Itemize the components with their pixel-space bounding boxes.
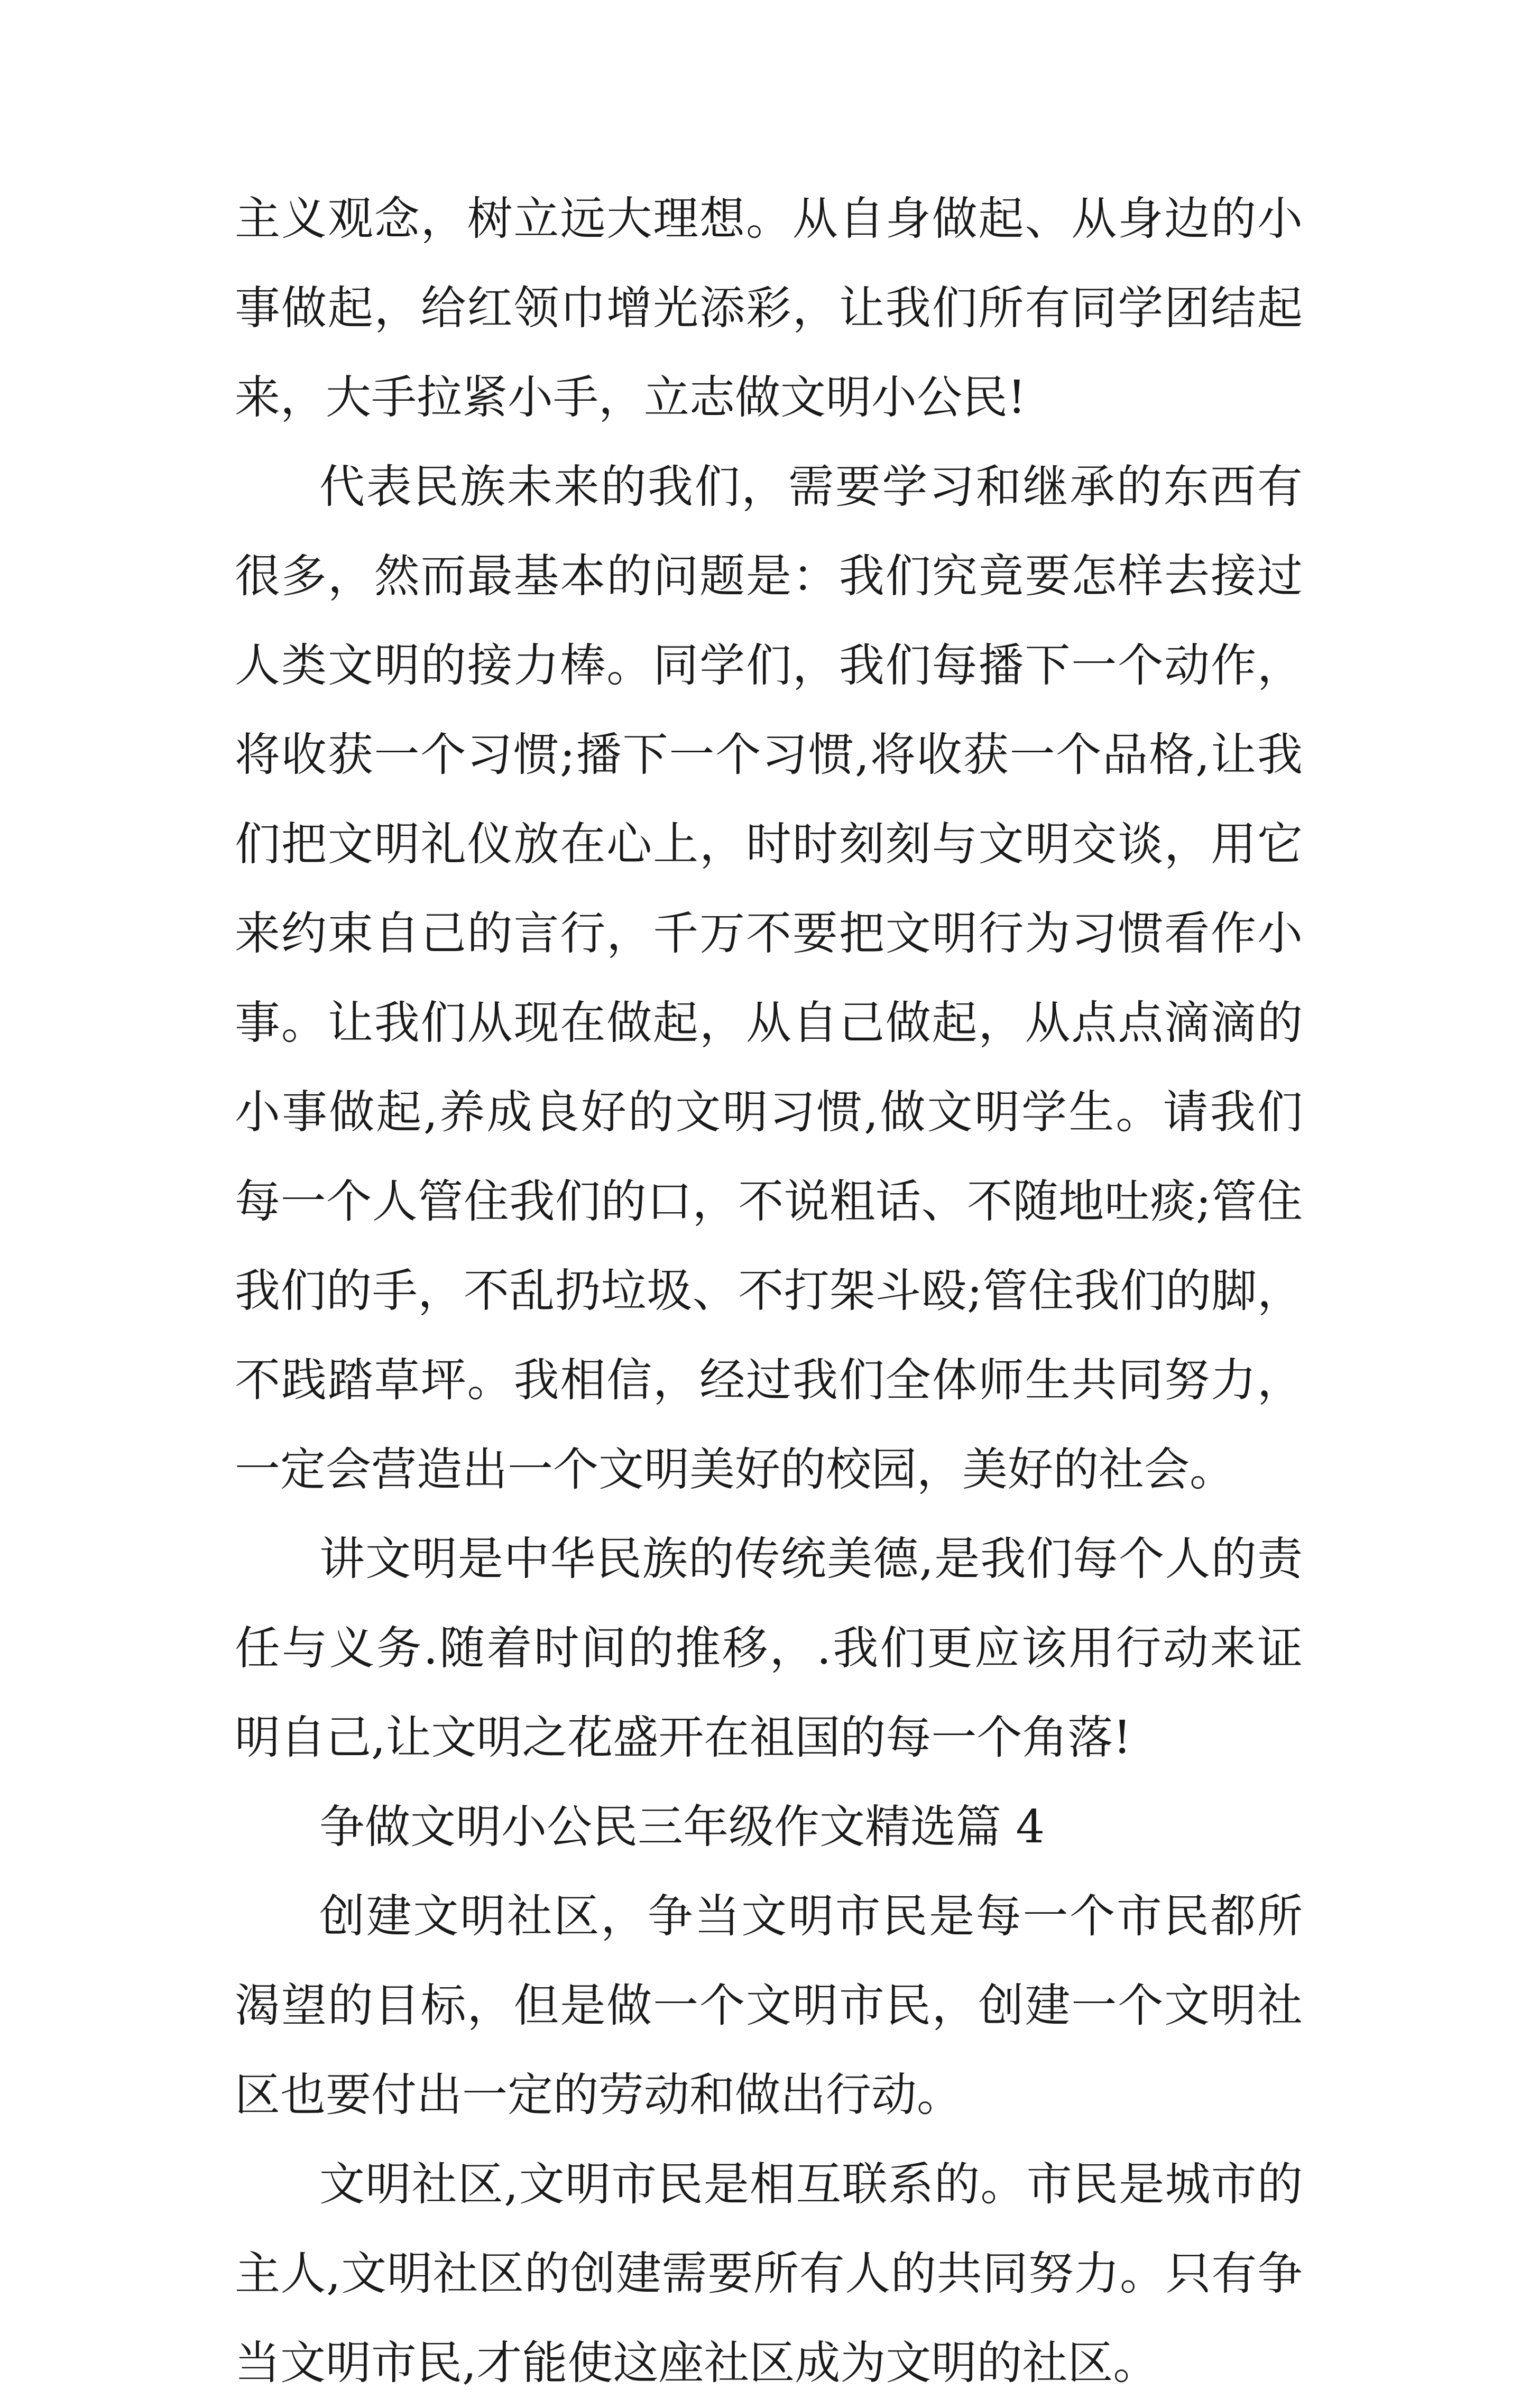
paragraph-2: 代表民族未来的我们，需要学习和继承的东西有很多，然而最基本的问题是：我们究竟要怎样去接过人类文明的接力棒。同学们，我们每播下一个动作，将收获一个习惯;播下一个习惯,将收获一个品格,让我们把文明礼仪放在心上，时时刻刻与文明交谈，用它来约束自己的言行，千万不要把文明行为习惯看作小事。让我们从现在做起，从自己做起，从点点滴滴的小事做起,养成良好的文明习惯,做文明学生。请我们每一个人管住我们的口，不说粗话、不随地吐痰;管住我们的手，不乱扔垃圾、不打架斗殴;管住我们的脚，不践踏草坪。我相信，经过我们全体师生共同努力，一定会营造出一个文明美好的校园，美好的社会。 — [235, 460, 1303, 1496]
document-body — [235, 174, 1303, 2408]
paragraph-5: 文明社区,文明市民是相互联系的。市民是城市的主人,文明社区的创建需要所有人的共同努力。只有争当文明市民,才能使这座社区成为文明的社区。 — [235, 2158, 1303, 2389]
section-heading: 争做文明小公民三年级作文精选篇 4 — [319, 1801, 1045, 1853]
paragraph-4: 创建文明社区，争当文明市民是每一个市民都所渴望的目标，但是做一个文明市民，创建一个文明社区也要付出一定的劳动和做出行动。 — [235, 1890, 1303, 2121]
paragraph-1: 主义观念，树立远大理想。从自身做起、从身边的小事做起，给红领巾增光添彩，让我们所有同学团结起来，大手拉紧小手，立志做文明小公民! — [235, 192, 1303, 424]
paragraph-3: 讲文明是中华民族的传统美德,是我们每个人的责任与义务.随着时间的推移，.我们更应该用行动来证明自己,让文明之花盛开在祖国的每一个角落! — [235, 1533, 1303, 1764]
